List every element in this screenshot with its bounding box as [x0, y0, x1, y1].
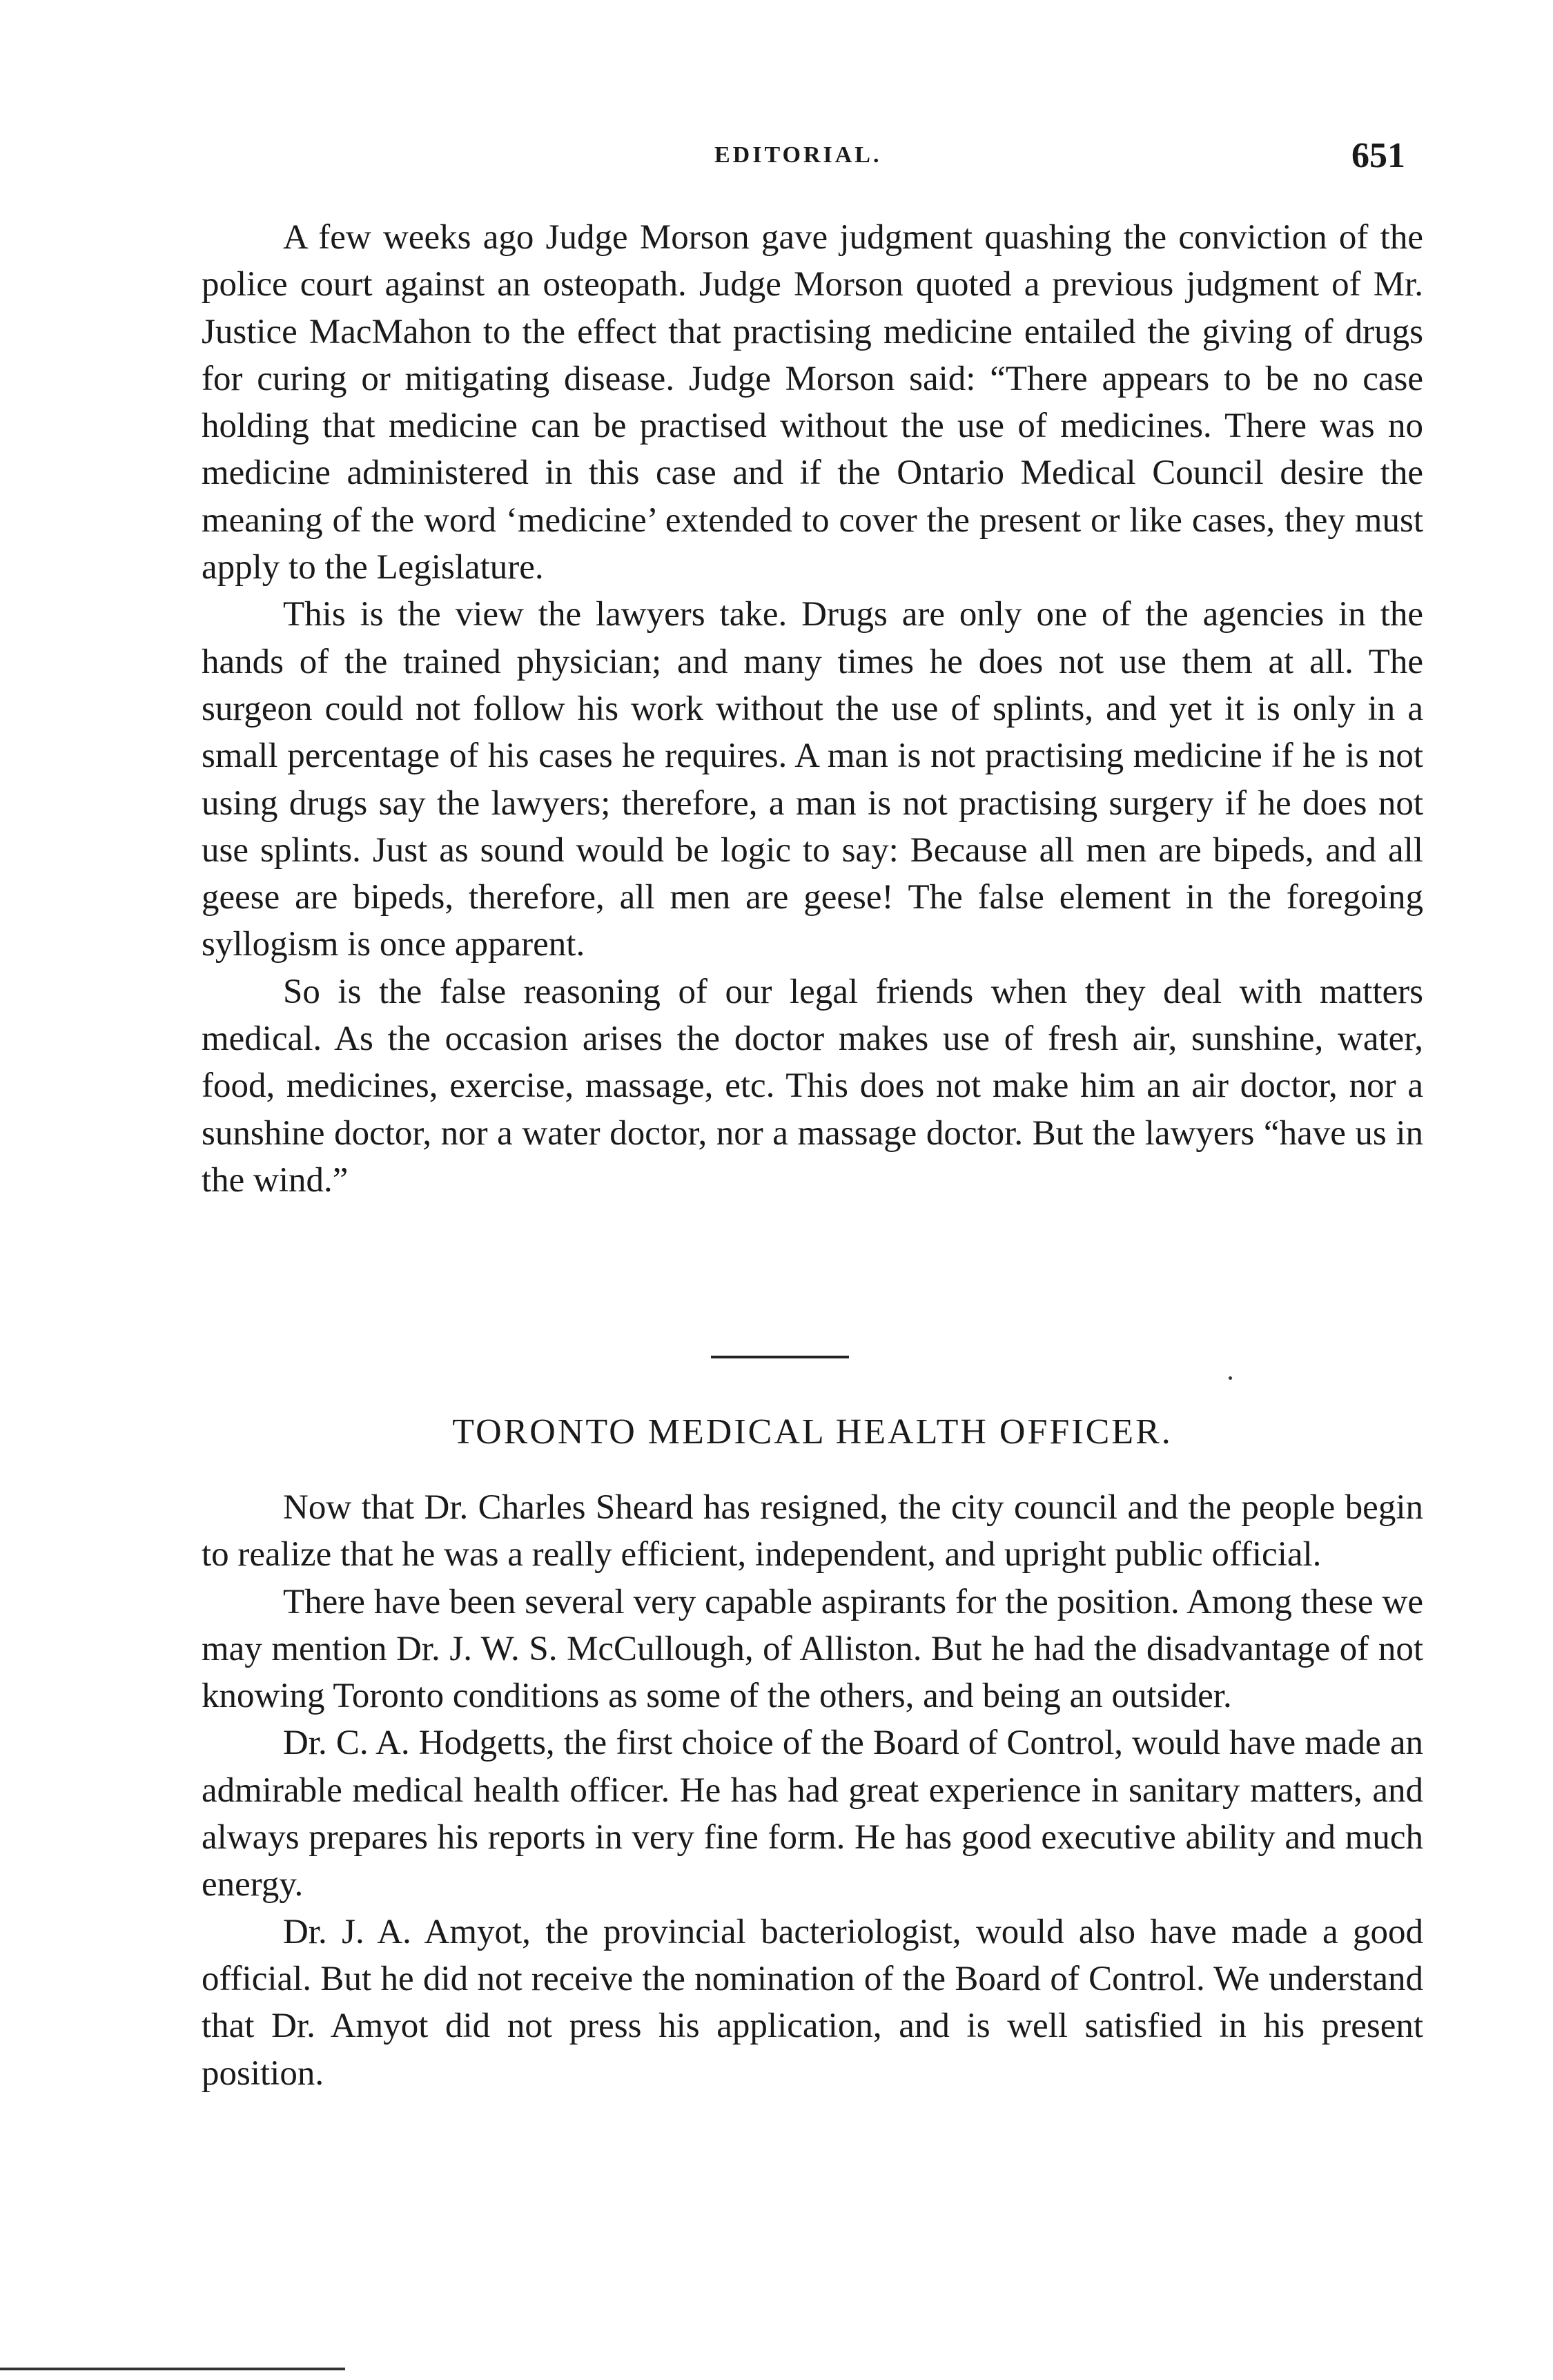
paragraph: This is the view the lawyers take. Drugs are only one of the agencies in the hands of the trained physician; and many times he does not use them at all. The surgeon could not follow his work without the use of splints, and yet it is only in a small percentage of his cases he requires. A man is not practising medicine if he is not using drugs say the lawyers; therefore, a man is not practising surgery if he does not use splints. Just as sound would be logic to say: Because all men are bipeds, and all geese are bipeds, therefore, all men are geese! The false element in the foregoing syllogism is once apparent.	[202, 595, 1423, 964]
running-head	[0, 135, 1553, 184]
section-divider	[711, 1356, 849, 1358]
scan-edge-mark	[0, 2368, 345, 2370]
running-title: EDITORIAL.	[714, 142, 882, 168]
paragraph: Dr. J. A. Amyot, the provincial bacteriologist, would also have made a good official. But he did not receive the nomination of the Board of Control. We understand that Dr. Amyot did not press his application, and is well satisfied in his present position.	[202, 1912, 1423, 2093]
editorial-body	[202, 214, 1423, 1204]
paragraph: A few weeks ago Judge Morson gave judgment quashing the conviction of the police court against an osteopath. Judge Morson quoted a previous judgment of Mr. Justice MacMahon to the effect that practising medicine entailed the giving of drugs for curing or mitigating disease. Judge Morson said: “There appears to be no case holding that medicine can be practised without the use of medicines. There was no medicine administered in this case and if the Ontario Medical Council desire the meaning of the word ‘medicine’ extended to cover the present or like cases, they must apply to the Legislature.	[202, 218, 1423, 587]
section-heading: TORONTO MEDICAL HEALTH OFFICER.	[452, 1412, 1173, 1452]
paragraph: Now that Dr. Charles Sheard has resigned, the city council and the people begin to realize that he was a really efficient, independent, and upright public official.	[202, 1488, 1423, 1574]
paragraph: There have been several very capable aspirants for the position. Among these we may mention Dr. J. W. S. McCullough, of Alliston. But he had the disadvantage of not knowing Toronto conditions as some of the others, and being an outsider.	[202, 1582, 1423, 1716]
section-body	[202, 1484, 1423, 2097]
print-speck	[1229, 1376, 1232, 1380]
paragraph: So is the false reasoning of our legal friends when they deal with matters medical. As the occasion arises the doctor makes use of fresh air, sunshine, water, food, medicines, exercise, massage, etc. This does not make him an air doctor, nor a sunshine doctor, nor a water doctor, nor a massage doctor. But the lawyers “have us in the wind.”	[202, 972, 1423, 1200]
page-number: 651	[1351, 136, 1405, 175]
paragraph: Dr. C. A. Hodgetts, the first choice of the Board of Control, would have made an admirable medical health officer. He has had great experience in sanitary matters, and always prepares his reports in very fine form. He has good executive ability and much energy.	[202, 1724, 1423, 1904]
